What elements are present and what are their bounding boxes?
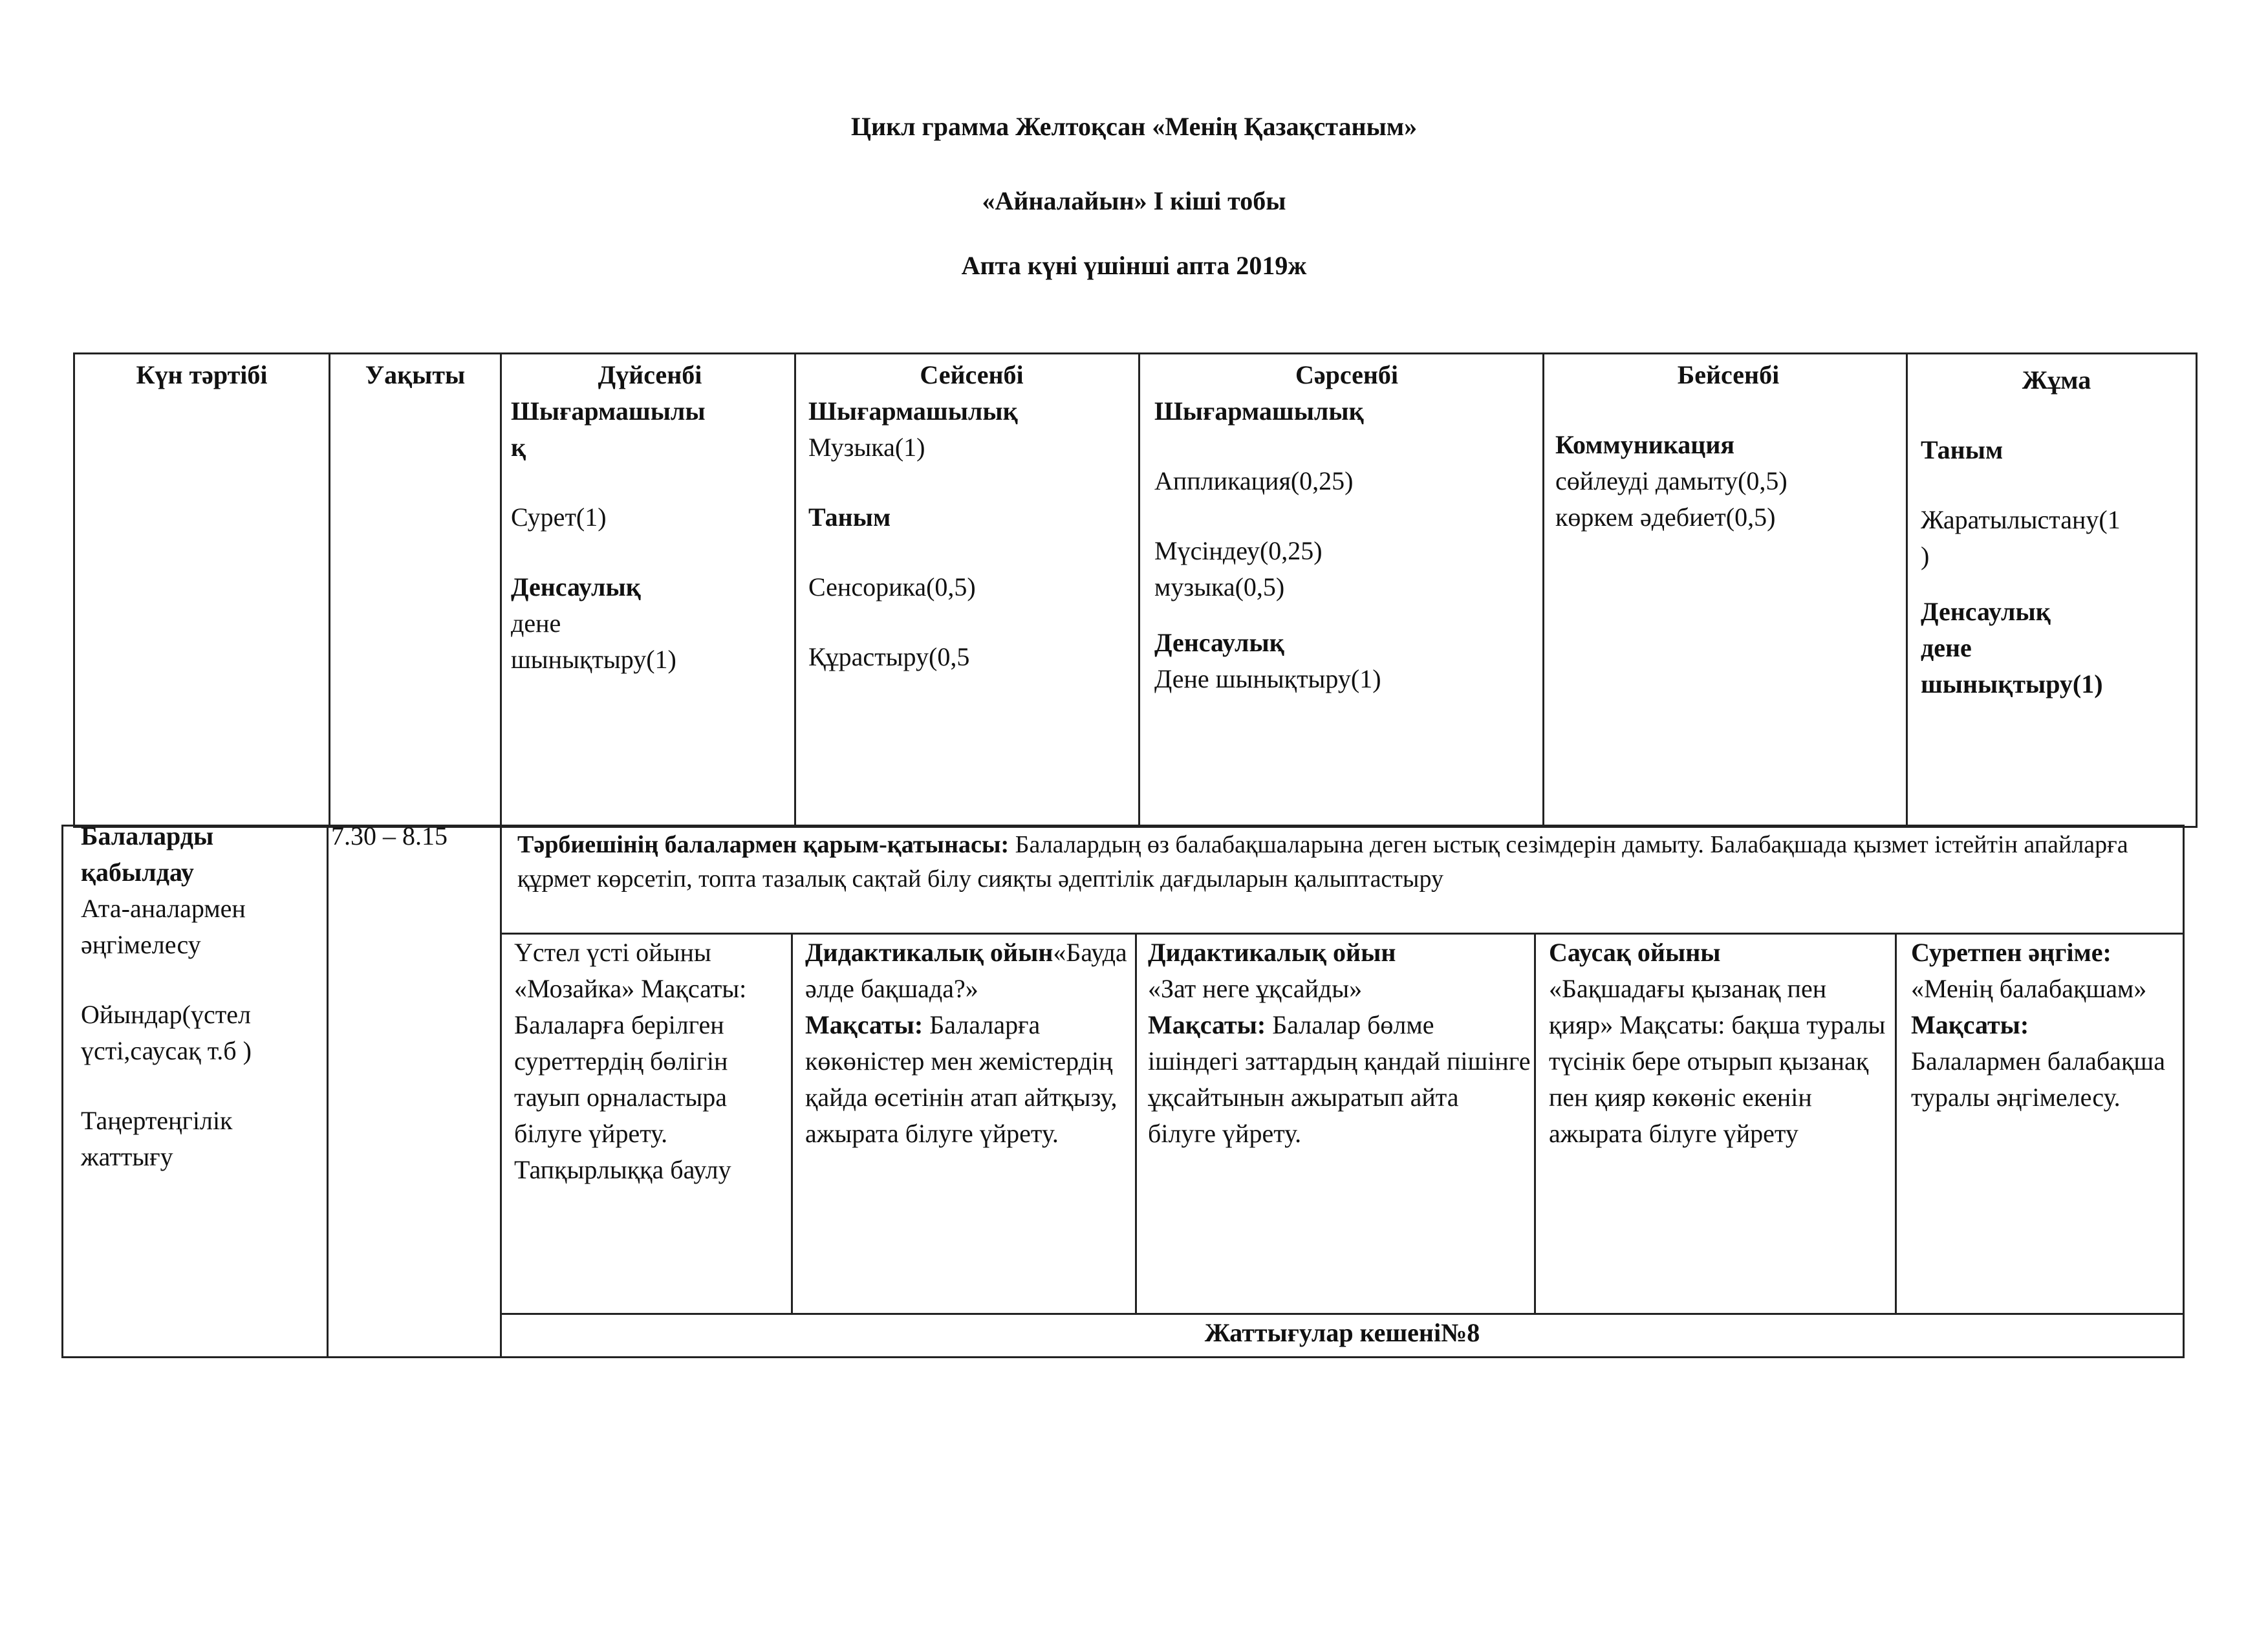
routine-item1: Ата-аналармен әңгімелесу	[81, 894, 246, 959]
monday-area1-end: қ	[511, 433, 526, 462]
week-title: Апта күні үшінші апта 2019ж	[961, 251, 1307, 280]
tuesday-goal-label: Мақсаты:	[805, 1010, 923, 1039]
tuesday-day: Сейсенбі	[920, 360, 1024, 389]
page-title: Цикл грамма Желтоқсан «Менің Қазақстаным»	[850, 112, 1418, 141]
routine-cell	[81, 818, 323, 1175]
friday-subj1a: Жаратылыстану(1	[1921, 505, 2121, 534]
friday-subj2a: дене	[1921, 633, 1972, 662]
monday-area2: Денсаулық	[511, 572, 641, 601]
interaction-label: Тәрбиешінің балалармен қарым-қатынасы:	[517, 831, 1010, 858]
monday-activity: Үстел үсті ойыны «Мозайка» Мақсаты: Балаларға берілген суреттердің бөлігін тауып орналастыра білуге үйрету. Тапқырлыққа баулу	[514, 938, 747, 1184]
header-time: Уақыты	[365, 360, 466, 389]
thursday-activity	[1549, 935, 1892, 1152]
wednesday-day: Сәрсенбі	[1295, 360, 1399, 389]
tuesday-subj3: Құрастыру(0,5	[808, 642, 970, 671]
wednesday-title: «Зат неге ұқсайды»	[1148, 974, 1363, 1003]
wednesday-area2: Денсаулық	[1154, 628, 1284, 657]
group-title: «Айналайын» І кіші тобы	[982, 186, 1286, 215]
interaction-text: Балалардың өз балабақшаларына деген ыстық сезімдерін дамыту. Балабақшада қызмет істейтін апайларға құрмет көрсетіп, топта тазалық сақтай білу сияқты әдептілік дағдыларын қалыптастыру	[517, 831, 2128, 893]
routine-item2: Ойындар(үстел үсті,саусақ т.б )	[81, 1000, 252, 1065]
thursday-subj2: көркем әдебиет(0,5)	[1555, 503, 1776, 532]
header-thursday	[1555, 357, 1901, 536]
monday-subj2a: дене	[511, 609, 561, 638]
tuesday-area2: Таным	[808, 503, 891, 532]
tuesday-goal: Балаларға көкөністер мен жемістердің қайда өсетінін атап айтқызу, ажырата білуге үйрету.	[805, 1010, 1118, 1148]
friday-title: «Менің балабақшам»	[1911, 974, 2147, 1003]
tuesday-subj1: Музыка(1)	[808, 433, 925, 462]
monday-subj1: Сурет(1)	[511, 503, 607, 532]
tuesday-title: «Бауда әлде бақшада?»	[805, 938, 1127, 1003]
friday-subj1b: )	[1921, 541, 1930, 570]
header-wednesday	[1154, 357, 1539, 697]
monday-area1: Шығармашылы	[511, 396, 706, 426]
thursday-day: Бейсенбі	[1677, 360, 1780, 389]
tuesday-activity	[805, 935, 1132, 1152]
thursday-area1: Коммуникация	[1555, 430, 1735, 459]
friday-activity	[1911, 935, 2183, 1116]
header-friday	[1921, 362, 2192, 702]
time-cell: 7.30 – 8.15	[331, 821, 448, 850]
header-routine: Күн тәртібі	[136, 360, 268, 389]
wednesday-goal: Балалар бөлме ішіндегі заттардың қандай пішінге ұқсайтынын ажыратып айта білуге үйрету.	[1148, 1010, 1531, 1148]
exercise-cell: Жаттығулар кешені№8	[1204, 1318, 1480, 1347]
thursday-text: «Бақшадағы қызанақ пен қияр» Мақсаты: бақша туралы түсінік бере отырып қызанақ пен қияр көкөніс екенін ажырата білуге үйрету	[1549, 974, 1886, 1148]
friday-area2: Денсаулық	[1921, 597, 2051, 626]
wednesday-subj3: музыка(0,5)	[1154, 572, 1285, 601]
monday-day: Дүйсенбі	[598, 360, 702, 389]
tuesday-label: Дидактикалық ойын	[805, 938, 1053, 967]
friday-subj2b: шынықтыру(1)	[1921, 669, 2103, 698]
wednesday-subj2: Мүсіндеу(0,25)	[1154, 536, 1323, 565]
header-monday	[511, 357, 789, 678]
wednesday-area1: Шығармашылық	[1154, 396, 1364, 426]
friday-label: Суретпен әңгіме:	[1911, 938, 2111, 967]
thursday-label: Саусақ ойыны	[1549, 938, 1721, 967]
tuesday-subj2: Сенсорика(0,5)	[808, 572, 976, 601]
thursday-subj1: сөйлеуді дамыту(0,5)	[1555, 466, 1787, 495]
header-tuesday	[808, 357, 1135, 675]
tuesday-area1: Шығармашылық	[808, 396, 1018, 426]
interaction-cell	[517, 828, 2179, 896]
friday-goal: Балалармен балабақша туралы әңгімелесу.	[1911, 1046, 2165, 1112]
monday-subj2b: шынықтыру(1)	[511, 645, 676, 674]
friday-area1: Таным	[1921, 435, 2003, 464]
wednesday-subj4: Дене шынықтыру(1)	[1154, 664, 1381, 693]
wednesday-label: Дидактикалық ойын	[1148, 938, 1396, 967]
friday-day: Жұма	[2022, 365, 2091, 395]
wednesday-activity	[1148, 935, 1531, 1152]
wednesday-goal-label: Мақсаты:	[1148, 1010, 1266, 1039]
wednesday-subj1: Аппликация(0,25)	[1154, 466, 1354, 495]
routine-title: Балаларды қабылдау	[81, 821, 214, 887]
routine-item3: Таңертеңгілік жаттығу	[81, 1106, 233, 1171]
friday-goal-label: Мақсаты:	[1911, 1010, 2029, 1039]
